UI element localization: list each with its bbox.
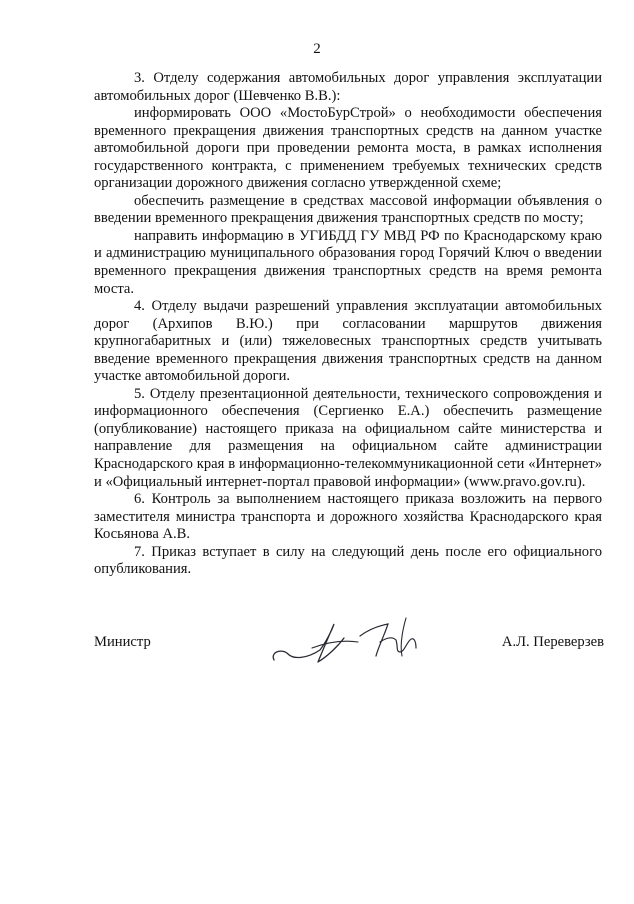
paragraph-3-heading: 3. Отделу содержания автомобильных дорог управления эксплуатации автомобильных дорог (Шевченко В.В.): — [94, 70, 602, 104]
signature-block — [94, 612, 604, 672]
page-number: 2 — [313, 41, 321, 57]
signer-name: А.Л. Переверзев — [501, 634, 604, 650]
paragraph-3-notify: направить информацию в УГИБДД ГУ МВД РФ по Краснодарскому краю и администрацию муниципального образования город Горячий Ключ о введении временного прекращения движения транспортных средств на время ремонта моста. — [94, 227, 602, 297]
document-body — [94, 70, 602, 579]
handwritten-signature — [268, 612, 438, 672]
paragraph-6: 6. Контроль за выполнением настоящего приказа возложить на первого заместителя министра транспорта и дорожного хозяйства Краснодарского края Косьянова А.В. — [94, 491, 602, 543]
paragraph-4: 4. Отделу выдачи разрешений управления эксплуатации автомобильных дорог (Архипов В.Ю.) при согласовании маршрутов движения крупногабаритных и (или) тяжеловесных транспортных средств учитывать введение временного прекращения движения транспортных средств на данном участке автомобильной дороги. — [94, 298, 602, 385]
signer-title: Министр — [94, 634, 151, 650]
paragraph-7: 7. Приказ вступает в силу на следующий день после его официального опубликования. — [94, 543, 602, 578]
paragraph-5: 5. Отделу презентационной деятельности, технического сопровождения и информационного обеспечения (Сергиенко Е.А.) обеспечить размещение (опубликование) настоящего приказа на официальном сайте министерства и направление для размещения на официальном сайте администрации Краснодарского края в информационно-телекоммуникационной сети «Интернет» и «Официальный интернет-портал правовой информации» (www.pravo.gov.ru). — [94, 385, 602, 490]
paragraph-3-inform: информировать ООО «МостоБурСтрой» о необходимости обеспечения временного прекращения движения транспортных средств на данном участке автомобильной дороги при проведении ремонта моста, в рамках исполнения государственного контракта, с применением требуемых технических средств организации дорожного движения согласно утвержденной схеме; — [94, 105, 602, 192]
paragraph-3-publish: обеспечить размещение в средствах массовой информации объявления о введении временного прекращения движения транспортных средств по мосту; — [94, 192, 602, 227]
